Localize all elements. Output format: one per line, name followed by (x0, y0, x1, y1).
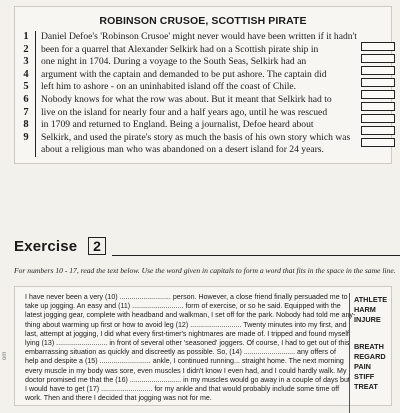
line-number: 3 (23, 56, 29, 68)
line-text: argument with the captain and demanded to be put ashore. The captain did (41, 68, 327, 80)
passage-title: ROBINSON CRUSOE, SCOTTISH PIRATE (99, 15, 307, 27)
exercise-panel (14, 286, 392, 406)
answer-box-7[interactable] (361, 114, 395, 123)
exercise-line: I would have to get (17) .......................... for my ankle and that would probably include some time off (25, 385, 340, 394)
line-divider (35, 44, 36, 57)
side-label: om (2, 351, 8, 360)
exercise-line: latest jogging gear, complete with headband and walkman, I set off for the park. Nobody had told me any- (25, 311, 356, 320)
exercise-line: help and despite a (15) .......................... ankle, I continued running... straight home. The next morning (25, 357, 344, 366)
keyword-breath: BREATH (354, 342, 384, 351)
keyword-injure: INJURE (354, 315, 381, 324)
line-text: live on the island for nearly four and a half years ago, until he was rescued (41, 106, 328, 118)
heading-rule (112, 255, 400, 256)
line-number: 4 (23, 68, 29, 80)
keyword-treat: TREAT (354, 382, 378, 391)
exercise-line: last, attempt at jogging, I did what every first-timer's nightmares are made of. I tripped and found myself (25, 329, 349, 338)
line-divider (35, 69, 36, 82)
passage-line (21, 144, 324, 157)
exercise-line: thing about warming up first or how to avoid leg (12) .......................... Twenty minutes into my first, and (25, 320, 347, 329)
line-number: 7 (23, 106, 29, 118)
answer-box-4[interactable] (361, 78, 395, 87)
line-number: 1 (23, 31, 29, 42)
passage-line (21, 106, 328, 120)
passage-line (21, 93, 332, 107)
passage-panel (14, 6, 392, 164)
line-number: 9 (23, 131, 29, 143)
line-divider (35, 144, 36, 157)
line-divider (35, 81, 36, 94)
line-number: 6 (23, 93, 29, 105)
line-number: 5 (23, 81, 29, 93)
line-divider (35, 107, 36, 120)
keyword-harm: HARM (354, 305, 376, 314)
keyword-pain: PAIN (354, 362, 371, 371)
line-divider (35, 31, 36, 44)
line-number: 2 (23, 43, 29, 55)
answer-boxes (361, 42, 395, 150)
answer-box-9[interactable] (361, 138, 395, 147)
exercise-line: every muscle in my body was sore, even muscles I didn't know I even had, and I could hardly walk. My (25, 366, 347, 375)
line-divider (35, 56, 36, 69)
line-divider (35, 119, 36, 132)
passage-line (21, 44, 321, 57)
exercise-heading: Exercise (14, 238, 78, 255)
passage-line (21, 81, 321, 94)
passage-line (21, 56, 321, 69)
line-text: left him to ashore - on an uninhabited island off the coast of Chile. (41, 81, 297, 93)
line-text: about a religious man who was abandoned on a desert island for 24 years. (41, 144, 324, 156)
exercise-line: lying (13) .......................... in front of several other 'seasoned' joggers. Of course, I had to get out of this (25, 339, 350, 348)
answer-box-6[interactable] (361, 102, 395, 111)
line-text: in 1709 and returned to England. Being a journalist, Defoe heard about (41, 119, 314, 131)
line-divider (35, 132, 36, 145)
exercise-line: doctor promised me that the (16) .......................... in my muscles would go away in a couple of days but (25, 375, 350, 384)
word-column (349, 293, 394, 413)
keyword-athlete: ATHLETE (354, 295, 388, 304)
answer-box-3[interactable] (361, 66, 395, 75)
line-text: Nobody knows for what the row was about. But it meant that Selkirk had to (41, 93, 332, 105)
exercise-text (25, 293, 356, 403)
answer-box-2[interactable] (361, 54, 395, 63)
exercise-line: work. Then and there I decided that jogging was not for me. (25, 394, 212, 403)
passage-line (21, 119, 321, 132)
passage-line (21, 131, 351, 145)
exercise-line: I have never been a very (10) .......................... person. However, a close friend finally persuaded me to (25, 293, 348, 301)
exercise-line: embarrassing situation as quickly and discreetly as possible. So, (14) .......................... any offers of (25, 348, 336, 357)
line-text: one night in 1704. During a voyage to the South Seas, Selkirk had an (41, 56, 307, 68)
line-text: been for a quarrel that Alexander Selkirk had on a Scottish pirate ship in (41, 43, 319, 55)
answer-box-5[interactable] (361, 90, 395, 99)
line-text: Daniel Defoe's 'Robinson Crusoe' might never would have been written if it hadn't (41, 31, 357, 42)
line-divider (35, 94, 36, 107)
passage-line (21, 31, 357, 44)
exercise-line: take up jogging. An easy and (11) .......................... form of exercise, or so he said. Equipped with the (25, 302, 341, 311)
answer-box-1[interactable] (361, 42, 395, 51)
keyword-stiff: STIFF (354, 372, 375, 381)
exercise-instructions: For numbers 10 - 17, read the text below. Use the word given in capitals to form a word that fits in the space in the same line. (14, 266, 396, 275)
answer-box-8[interactable] (361, 126, 395, 135)
passage-lines (21, 31, 357, 157)
line-number: 8 (23, 119, 29, 131)
exercise-number: 2 (88, 237, 106, 255)
keyword-regard: REGARD (354, 352, 386, 361)
line-text: Selkirk, and used the pirate's story as much the basis of his own story which was (41, 131, 351, 143)
passage-line (21, 68, 327, 82)
